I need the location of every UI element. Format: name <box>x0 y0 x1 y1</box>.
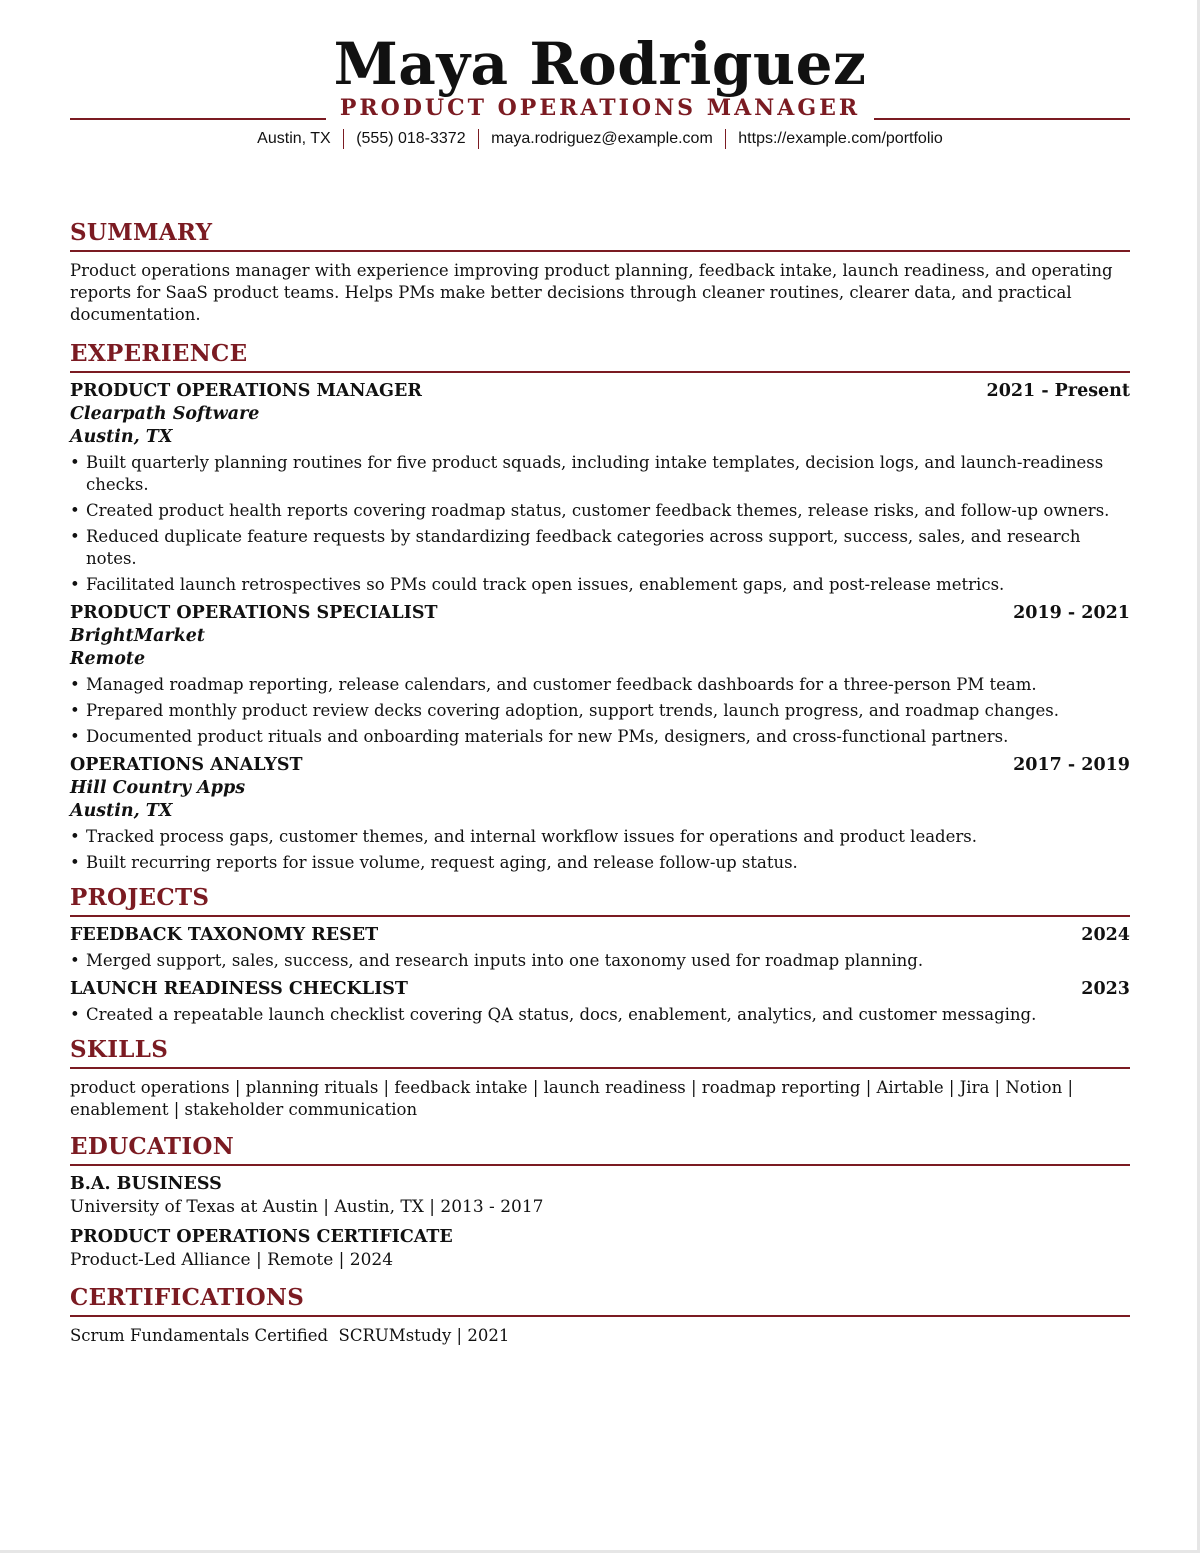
job-company: Hill Country Apps <box>70 778 246 798</box>
contact-portfolio-link[interactable]: https://example.com/portfolio <box>738 130 943 147</box>
experience-heading: EXPERIENCE <box>70 340 1130 373</box>
experience-section <box>70 340 1130 874</box>
certifications-heading: CERTIFICATIONS <box>70 1284 1130 1317</box>
job-company: BrightMarket <box>70 626 205 646</box>
job-title: PRODUCT OPERATIONS SPECIALIST <box>70 603 438 623</box>
education-heading: EDUCATION <box>70 1133 1130 1166</box>
job-bullets <box>70 826 1130 874</box>
bullet-item: • Merged support, sales, success, and research inputs into one taxonomy used for roadmap planning. <box>70 950 1130 972</box>
education-entry <box>70 1173 1130 1219</box>
contact-phone: (555) 018-3372 <box>356 130 466 147</box>
job-entry <box>70 754 1130 874</box>
education-degree: PRODUCT OPERATIONS CERTIFICATE <box>70 1227 453 1247</box>
project-header <box>70 924 1130 947</box>
bullet-item: • Prepared monthly product review decks covering adoption, support trends, launch progress, and roadmap changes. <box>70 700 1130 722</box>
job-location: Austin, TX <box>70 801 173 821</box>
certifications-section <box>70 1284 1130 1347</box>
contact-divider <box>343 129 345 149</box>
title-row <box>70 95 1130 121</box>
summary-heading: SUMMARY <box>70 219 1130 252</box>
project-bullets <box>70 1004 1130 1026</box>
job-header <box>70 754 1130 777</box>
project-title: FEEDBACK TAXONOMY RESET <box>70 925 379 945</box>
bullet-item: • Built recurring reports for issue volume, request aging, and release follow-up status. <box>70 852 1130 874</box>
skills-section <box>70 1036 1130 1121</box>
job-location: Remote <box>70 649 146 669</box>
job-location: Austin, TX <box>70 427 173 447</box>
bullet-item: • Reduced duplicate feature requests by standardizing feedback categories across support, success, sales, and research notes. <box>70 526 1130 570</box>
education-degree: B.A. BUSINESS <box>70 1174 222 1194</box>
bullet-item: • Documented product rituals and onboarding materials for new PMs, designers, and cross-functional partners. <box>70 726 1130 748</box>
project-title: LAUNCH READINESS CHECKLIST <box>70 979 408 999</box>
certifications-text: Scrum Fundamentals Certified SCRUMstudy | 2021 <box>70 1326 510 1345</box>
candidate-title: PRODUCT OPERATIONS MANAGER <box>339 95 861 121</box>
contact-divider <box>478 129 480 149</box>
project-entry <box>70 924 1130 972</box>
contact-divider <box>725 129 727 149</box>
bullet-item: • Created a repeatable launch checklist covering QA status, docs, enablement, analytics, and customer messaging. <box>70 1004 1130 1026</box>
projects-section <box>70 884 1130 1026</box>
bullet-item: • Created product health reports covering roadmap status, customer feedback themes, release risks, and follow-up owners. <box>70 500 1130 522</box>
contact-email[interactable]: maya.rodriguez@example.com <box>491 130 713 147</box>
education-entry <box>70 1226 1130 1272</box>
education-section <box>70 1133 1130 1272</box>
job-header <box>70 602 1130 625</box>
job-dates: 2021 - Present <box>986 381 1130 401</box>
education-details: University of Texas at Austin | Austin, TX | 2013 - 2017 <box>70 1197 544 1217</box>
contact-row <box>70 129 1130 149</box>
job-title: PRODUCT OPERATIONS MANAGER <box>70 381 422 401</box>
summary-section <box>70 219 1130 326</box>
skills-text: product operations | planning rituals | feedback intake | launch readiness | roadmap reporting | Airtable | Jira | Notion | enablement | stakeholder communication <box>70 1078 1074 1119</box>
job-entry <box>70 380 1130 596</box>
job-entry <box>70 602 1130 748</box>
bullet-item: • Tracked process gaps, customer themes, and internal workflow issues for operations and product leaders. <box>70 826 1130 848</box>
job-header <box>70 380 1130 403</box>
project-bullets <box>70 950 1130 972</box>
project-header <box>70 978 1130 1001</box>
summary-text: Product operations manager with experience improving product planning, feedback intake, launch readiness, and operating reports for SaaS product teams. Helps PMs make better decisions through cleaner routines, clearer data, and practical documentation. <box>70 261 1113 324</box>
bullet-item: • Facilitated launch retrospectives so PMs could track open issues, enablement gaps, and post-release metrics. <box>70 574 1130 596</box>
skills-heading: SKILLS <box>70 1036 1130 1069</box>
job-bullets <box>70 674 1130 748</box>
projects-heading: PROJECTS <box>70 884 1130 917</box>
project-year: 2023 <box>1081 979 1130 999</box>
project-entry <box>70 978 1130 1026</box>
job-company: Clearpath Software <box>70 404 260 424</box>
title-rule-left <box>70 118 326 120</box>
bullet-item: • Built quarterly planning routines for five product squads, including intake templates, decision logs, and launch-readiness checks. <box>70 452 1130 496</box>
contact-location: Austin, TX <box>257 130 331 147</box>
title-rule-right <box>874 118 1130 120</box>
job-bullets <box>70 452 1130 596</box>
job-dates: 2019 - 2021 <box>1013 603 1130 623</box>
education-details: Product-Led Alliance | Remote | 2024 <box>70 1250 394 1270</box>
job-dates: 2017 - 2019 <box>1013 755 1130 775</box>
job-title: OPERATIONS ANALYST <box>70 755 303 775</box>
project-year: 2024 <box>1081 925 1130 945</box>
bullet-item: • Managed roadmap reporting, release calendars, and customer feedback dashboards for a three-person PM team. <box>70 674 1130 696</box>
candidate-name: Maya Rodriguez <box>333 30 867 98</box>
